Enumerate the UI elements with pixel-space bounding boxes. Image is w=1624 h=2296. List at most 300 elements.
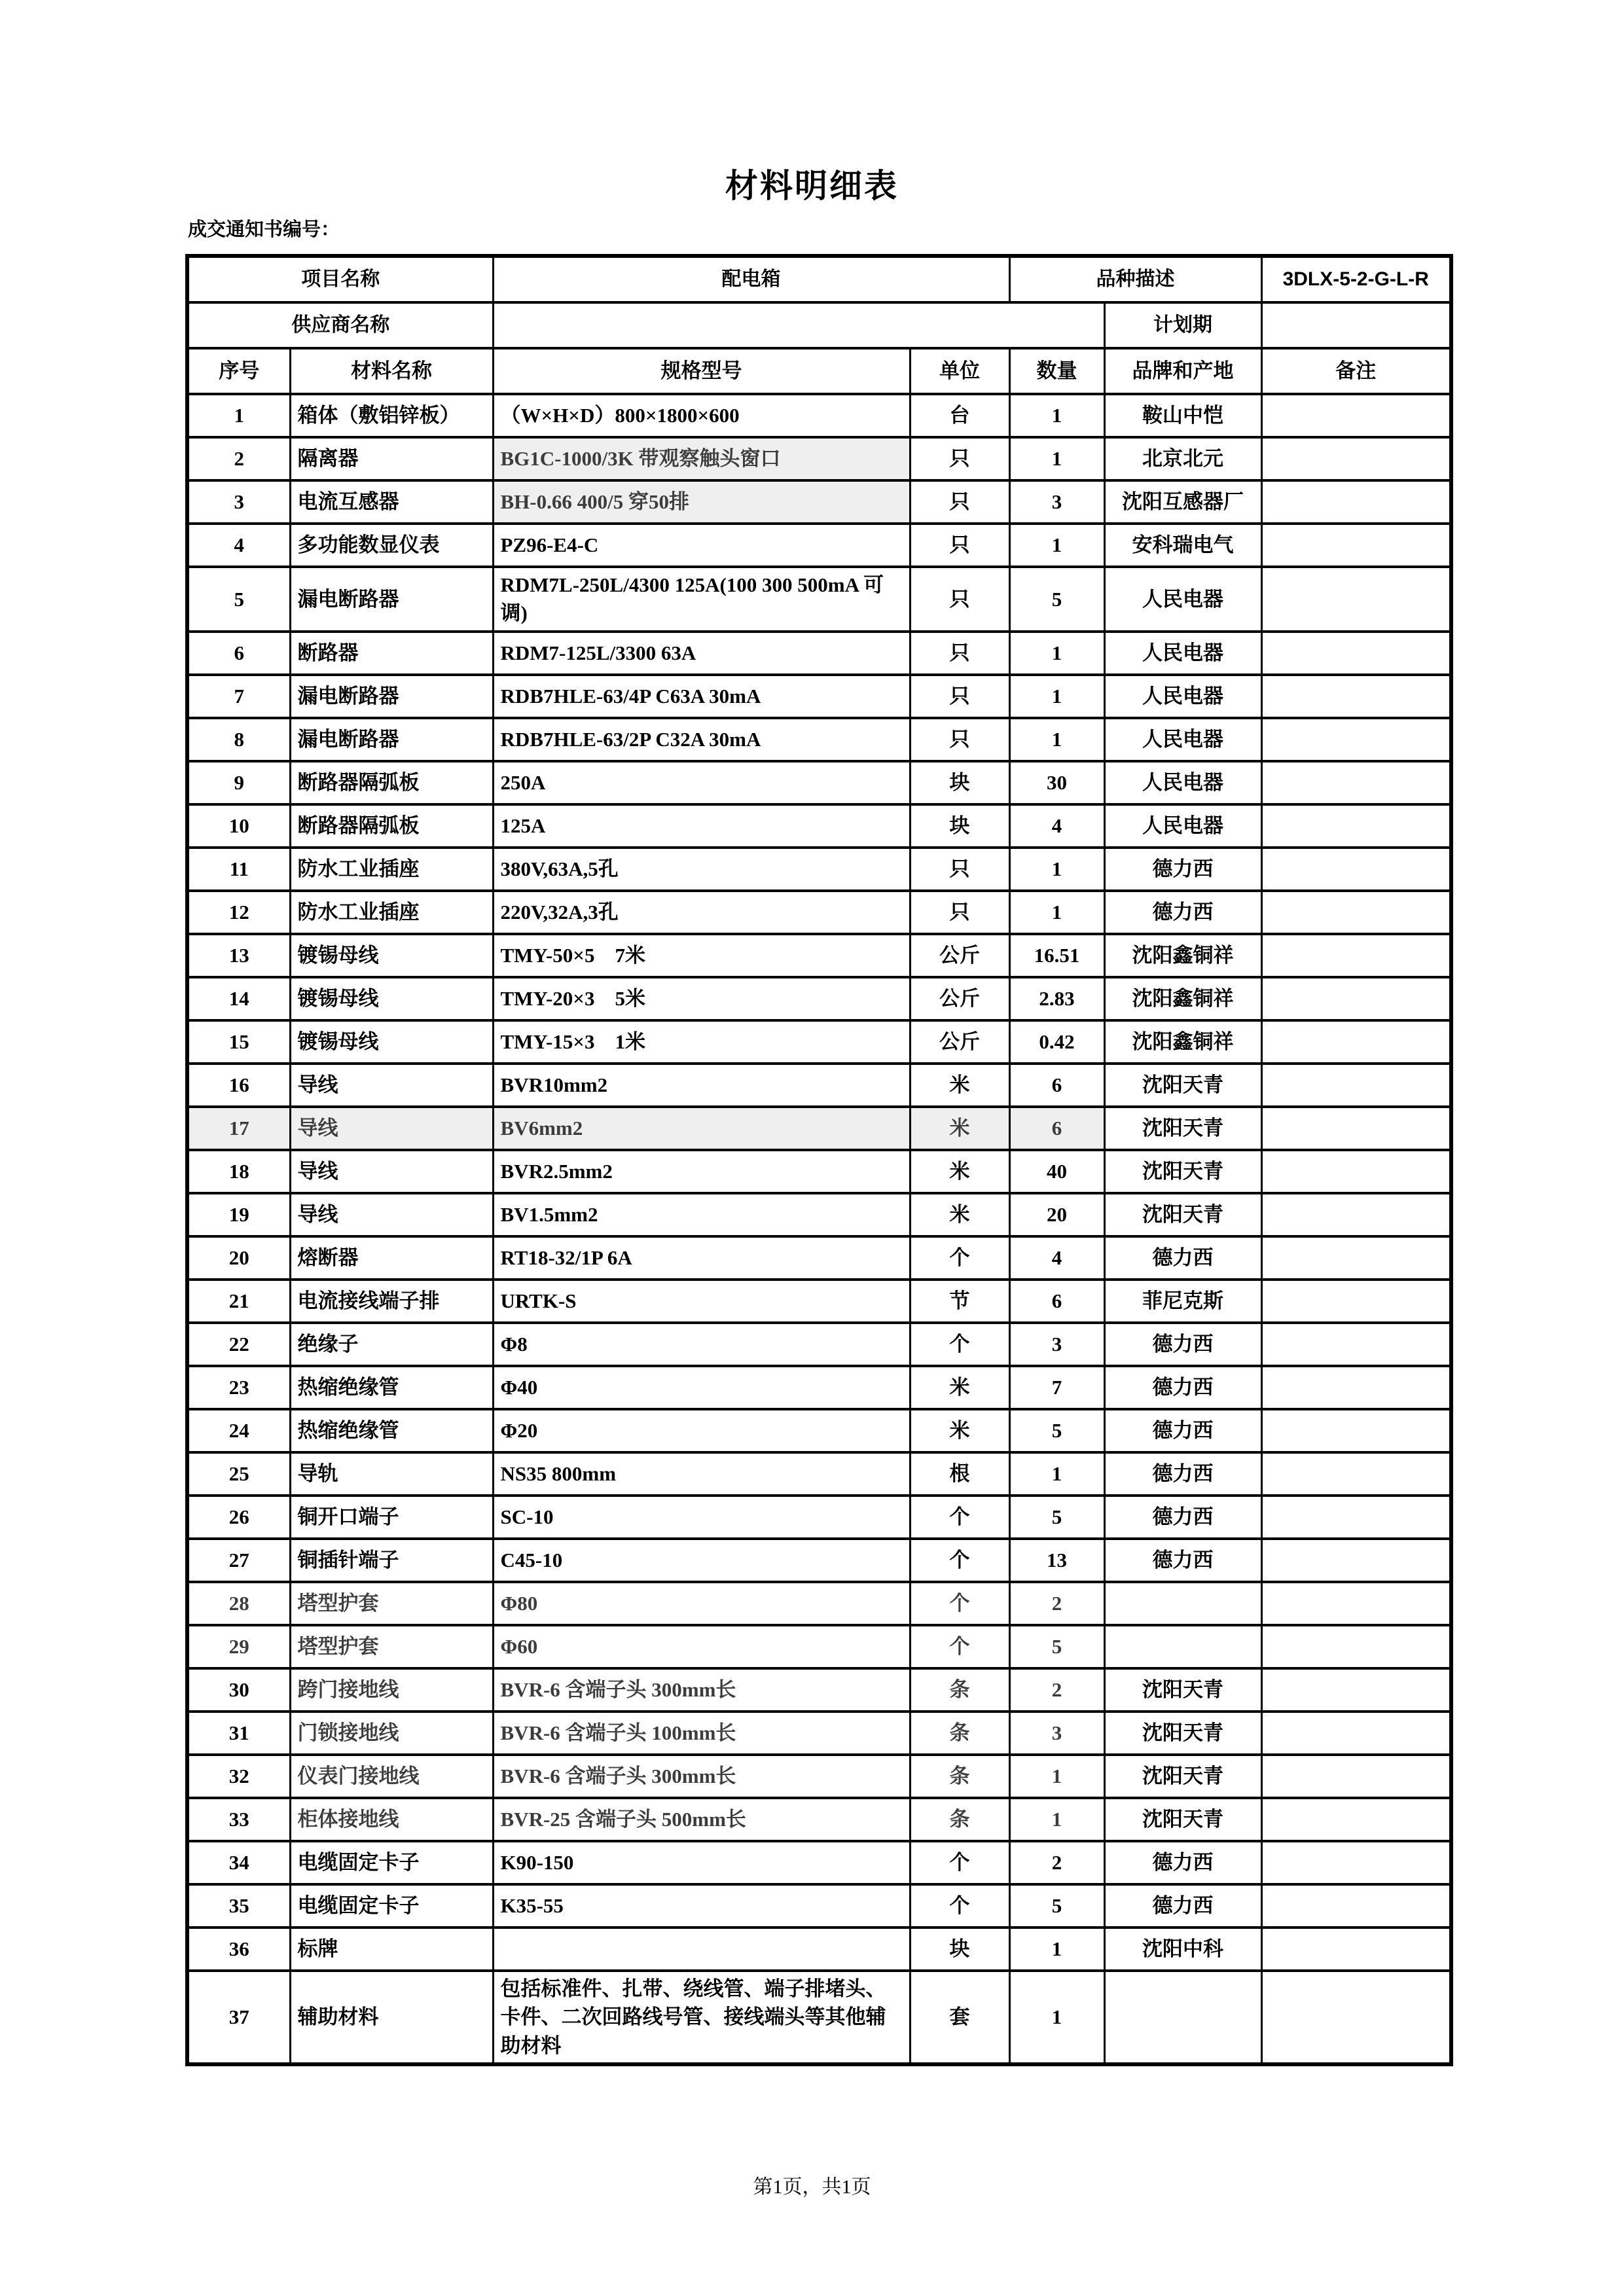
cell-quantity: 16.51: [1009, 934, 1104, 977]
table-row: [187, 934, 1451, 977]
cell-brand-origin: 人民电器: [1104, 632, 1261, 675]
cell-brand-origin: 沈阳互感器厂: [1104, 480, 1261, 524]
cell-brand-origin: 人民电器: [1104, 804, 1261, 848]
cell-material-name: 箱体（敷铝锌板）: [290, 394, 493, 437]
cell-brand-origin: 沈阳天青: [1104, 1193, 1261, 1236]
cell-remarks: [1261, 891, 1451, 934]
cell-brand-origin: [1104, 1625, 1261, 1668]
table-row: [187, 718, 1451, 761]
table-row: [187, 567, 1451, 632]
cell-seq: 29: [187, 1625, 290, 1668]
cell-seq: 5: [187, 567, 290, 632]
cell-seq: 4: [187, 524, 290, 567]
cell-seq: 24: [187, 1409, 290, 1452]
cell-quantity: 1: [1009, 632, 1104, 675]
cell-remarks: [1261, 1496, 1451, 1539]
cell-quantity: 40: [1009, 1150, 1104, 1193]
column-header-seq: 序号: [187, 348, 290, 394]
cell-remarks: [1261, 632, 1451, 675]
table-row: [187, 1452, 1451, 1496]
column-header-row: [187, 348, 1451, 394]
cell-remarks: [1261, 1668, 1451, 1712]
cell-seq: 3: [187, 480, 290, 524]
cell-remarks: [1261, 1193, 1451, 1236]
cell-seq: 22: [187, 1323, 290, 1366]
cell-material-name: 导线: [290, 1107, 493, 1150]
cell-brand-origin: 人民电器: [1104, 761, 1261, 804]
cell-spec-model: C45-10: [493, 1539, 910, 1582]
cell-brand-origin: 安科瑞电气: [1104, 524, 1261, 567]
table-row: [187, 804, 1451, 848]
cell-material-name: 仪表门接地线: [290, 1755, 493, 1798]
table-row: [187, 1884, 1451, 1928]
cell-material-name: 导线: [290, 1150, 493, 1193]
cell-brand-origin: 菲尼克斯: [1104, 1280, 1261, 1323]
cell-seq: 30: [187, 1668, 290, 1712]
cell-seq: 12: [187, 891, 290, 934]
cell-quantity: 7: [1009, 1366, 1104, 1409]
materials-table: [185, 254, 1453, 2066]
cell-brand-origin: 鞍山中恺: [1104, 394, 1261, 437]
cell-remarks: [1261, 1971, 1451, 2064]
cell-material-name: 熔断器: [290, 1236, 493, 1280]
table-row: [187, 524, 1451, 567]
cell-spec-model: 380V,63A,5孔: [493, 848, 910, 891]
cell-quantity: 3: [1009, 480, 1104, 524]
cell-quantity: 6: [1009, 1107, 1104, 1150]
table-row: [187, 1150, 1451, 1193]
table-row: [187, 1668, 1451, 1712]
table-row: [187, 848, 1451, 891]
cell-remarks: [1261, 1107, 1451, 1150]
cell-quantity: 1: [1009, 675, 1104, 718]
cell-material-name: 塔型护套: [290, 1582, 493, 1625]
cell-remarks: [1261, 1409, 1451, 1452]
cell-brand-origin: 德力西: [1104, 1496, 1261, 1539]
cell-remarks: [1261, 1539, 1451, 1582]
table-row: [187, 1409, 1451, 1452]
cell-remarks: [1261, 1020, 1451, 1064]
cell-remarks: [1261, 1798, 1451, 1841]
cell-brand-origin: 德力西: [1104, 1323, 1261, 1366]
column-header-brand-origin: 品牌和产地: [1104, 348, 1261, 394]
cell-brand-origin: 沈阳鑫铜祥: [1104, 934, 1261, 977]
cell-material-name: 防水工业插座: [290, 848, 493, 891]
cell-material-name: 热缩绝缘管: [290, 1366, 493, 1409]
cell-quantity: 2: [1009, 1668, 1104, 1712]
cell-spec-model: （W×H×D）800×1800×600: [493, 394, 910, 437]
table-row: [187, 1323, 1451, 1366]
cell-remarks: [1261, 394, 1451, 437]
cell-spec-model: RT18-32/1P 6A: [493, 1236, 910, 1280]
cell-spec-model: BVR2.5mm2: [493, 1150, 910, 1193]
cell-seq: 2: [187, 437, 290, 480]
table-row: [187, 1539, 1451, 1582]
supplier-name-value: [493, 302, 1104, 348]
cell-unit: 节: [910, 1280, 1009, 1323]
cell-seq: 28: [187, 1582, 290, 1625]
project-name-value: 配电箱: [493, 256, 1009, 302]
cell-brand-origin: [1104, 1971, 1261, 2064]
cell-spec-model: Φ8: [493, 1323, 910, 1366]
cell-spec-model: TMY-15×3 1米: [493, 1020, 910, 1064]
table-row: [187, 977, 1451, 1020]
cell-spec-model: BVR10mm2: [493, 1064, 910, 1107]
column-header-quantity: 数量: [1009, 348, 1104, 394]
notice-number-label: 成交通知书编号：: [188, 219, 340, 240]
cell-spec-model: PZ96-E4-C: [493, 524, 910, 567]
cell-brand-origin: 沈阳中科: [1104, 1928, 1261, 1971]
cell-seq: 32: [187, 1755, 290, 1798]
cell-remarks: [1261, 1841, 1451, 1884]
cell-material-name: 漏电断路器: [290, 718, 493, 761]
cell-unit: 个: [910, 1323, 1009, 1366]
cell-spec-model: RDB7HLE-63/2P C32A 30mA: [493, 718, 910, 761]
cell-material-name: 电流互感器: [290, 480, 493, 524]
cell-seq: 31: [187, 1712, 290, 1755]
cell-remarks: [1261, 804, 1451, 848]
cell-spec-model: RDM7L-250L/4300 125A(100 300 500mA 可调): [493, 567, 910, 632]
page-title: 材料明细表: [725, 168, 899, 204]
cell-quantity: 1: [1009, 1971, 1104, 2064]
cell-seq: 16: [187, 1064, 290, 1107]
cell-material-name: 电缆固定卡子: [290, 1841, 493, 1884]
cell-brand-origin: 沈阳鑫铜祥: [1104, 977, 1261, 1020]
meta-row-supplier: [187, 302, 1451, 348]
column-header-spec-model: 规格型号: [493, 348, 910, 394]
cell-brand-origin: 德力西: [1104, 1409, 1261, 1452]
project-name-label: 项目名称: [187, 256, 493, 302]
cell-spec-model: SC-10: [493, 1496, 910, 1539]
cell-remarks: [1261, 1884, 1451, 1928]
cell-brand-origin: 人民电器: [1104, 567, 1261, 632]
cell-seq: 35: [187, 1884, 290, 1928]
cell-brand-origin: 德力西: [1104, 848, 1261, 891]
cell-seq: 7: [187, 675, 290, 718]
cell-spec-model: 125A: [493, 804, 910, 848]
cell-brand-origin: 德力西: [1104, 1884, 1261, 1928]
table-row: [187, 761, 1451, 804]
table-row: [187, 394, 1451, 437]
cell-remarks: [1261, 1150, 1451, 1193]
cell-remarks: [1261, 934, 1451, 977]
table-row: [187, 675, 1451, 718]
cell-quantity: 5: [1009, 567, 1104, 632]
cell-brand-origin: 沈阳天青: [1104, 1150, 1261, 1193]
cell-unit: 条: [910, 1712, 1009, 1755]
cell-spec-model: Φ80: [493, 1582, 910, 1625]
cell-unit: 公斤: [910, 1020, 1009, 1064]
cell-quantity: 4: [1009, 1236, 1104, 1280]
cell-material-name: 塔型护套: [290, 1625, 493, 1668]
plan-period-label: 计划期: [1104, 302, 1261, 348]
cell-unit: 米: [910, 1409, 1009, 1452]
supplier-name-label: 供应商名称: [187, 302, 493, 348]
cell-quantity: 2.83: [1009, 977, 1104, 1020]
cell-quantity: 5: [1009, 1409, 1104, 1452]
table-row: [187, 632, 1451, 675]
cell-brand-origin: [1104, 1582, 1261, 1625]
cell-spec-model: BVR-6 含端子头 300mm长: [493, 1668, 910, 1712]
cell-material-name: 多功能数显仪表: [290, 524, 493, 567]
cell-seq: 18: [187, 1150, 290, 1193]
cell-seq: 9: [187, 761, 290, 804]
cell-remarks: [1261, 1712, 1451, 1755]
cell-quantity: 1: [1009, 891, 1104, 934]
cell-seq: 25: [187, 1452, 290, 1496]
cell-unit: 条: [910, 1668, 1009, 1712]
cell-remarks: [1261, 1755, 1451, 1798]
cell-material-name: 标牌: [290, 1928, 493, 1971]
cell-brand-origin: 沈阳天青: [1104, 1798, 1261, 1841]
cell-unit: 米: [910, 1064, 1009, 1107]
cell-seq: 6: [187, 632, 290, 675]
table-row: [187, 1841, 1451, 1884]
cell-seq: 14: [187, 977, 290, 1020]
cell-seq: 10: [187, 804, 290, 848]
cell-seq: 37: [187, 1971, 290, 2064]
cell-material-name: 断路器: [290, 632, 493, 675]
cell-seq: 1: [187, 394, 290, 437]
cell-quantity: 1: [1009, 1928, 1104, 1971]
cell-unit: 米: [910, 1366, 1009, 1409]
cell-spec-model: K35-55: [493, 1884, 910, 1928]
cell-unit: 只: [910, 437, 1009, 480]
cell-material-name: 铜插针端子: [290, 1539, 493, 1582]
cell-seq: 26: [187, 1496, 290, 1539]
table-row: [187, 480, 1451, 524]
cell-remarks: [1261, 1625, 1451, 1668]
cell-quantity: 1: [1009, 437, 1104, 480]
plan-period-value: [1261, 302, 1451, 348]
cell-remarks: [1261, 848, 1451, 891]
cell-unit: 台: [910, 394, 1009, 437]
cell-unit: 米: [910, 1150, 1009, 1193]
cell-unit: 只: [910, 718, 1009, 761]
cell-spec-model: Φ60: [493, 1625, 910, 1668]
cell-unit: 块: [910, 1928, 1009, 1971]
variety-description-value: 3DLX-5-2-G-L-R: [1261, 256, 1451, 302]
cell-brand-origin: 人民电器: [1104, 675, 1261, 718]
cell-material-name: 导线: [290, 1193, 493, 1236]
cell-material-name: 柜体接地线: [290, 1798, 493, 1841]
table-row: [187, 1366, 1451, 1409]
table-row: [187, 1798, 1451, 1841]
cell-spec-model: TMY-50×5 7米: [493, 934, 910, 977]
cell-unit: 米: [910, 1107, 1009, 1150]
cell-material-name: 电缆固定卡子: [290, 1884, 493, 1928]
cell-spec-model: URTK-S: [493, 1280, 910, 1323]
column-header-remarks: 备注: [1261, 348, 1451, 394]
cell-remarks: [1261, 1323, 1451, 1366]
cell-spec-model: NS35 800mm: [493, 1452, 910, 1496]
column-header-material-name: 材料名称: [290, 348, 493, 394]
cell-spec-model: Φ40: [493, 1366, 910, 1409]
cell-unit: 只: [910, 480, 1009, 524]
cell-unit: 个: [910, 1582, 1009, 1625]
cell-quantity: 1: [1009, 1755, 1104, 1798]
cell-remarks: [1261, 1366, 1451, 1409]
cell-seq: 17: [187, 1107, 290, 1150]
table-row: [187, 1280, 1451, 1323]
cell-brand-origin: 沈阳天青: [1104, 1712, 1261, 1755]
table-row: [187, 1755, 1451, 1798]
cell-unit: 套: [910, 1971, 1009, 2064]
cell-material-name: 跨门接地线: [290, 1668, 493, 1712]
cell-material-name: 防水工业插座: [290, 891, 493, 934]
cell-spec-model: RDM7-125L/3300 63A: [493, 632, 910, 675]
cell-quantity: 1: [1009, 718, 1104, 761]
cell-unit: 个: [910, 1496, 1009, 1539]
cell-unit: 个: [910, 1625, 1009, 1668]
cell-seq: 8: [187, 718, 290, 761]
cell-remarks: [1261, 675, 1451, 718]
cell-material-name: 断路器隔弧板: [290, 804, 493, 848]
cell-seq: 36: [187, 1928, 290, 1971]
cell-quantity: 1: [1009, 1798, 1104, 1841]
cell-material-name: 镀锡母线: [290, 934, 493, 977]
cell-material-name: 电流接线端子排: [290, 1280, 493, 1323]
cell-brand-origin: 人民电器: [1104, 718, 1261, 761]
cell-unit: 只: [910, 632, 1009, 675]
cell-material-name: 镀锡母线: [290, 1020, 493, 1064]
cell-material-name: 断路器隔弧板: [290, 761, 493, 804]
cell-quantity: 6: [1009, 1064, 1104, 1107]
cell-unit: 公斤: [910, 977, 1009, 1020]
cell-seq: 20: [187, 1236, 290, 1280]
column-header-unit: 单位: [910, 348, 1009, 394]
cell-brand-origin: 德力西: [1104, 1366, 1261, 1409]
cell-seq: 11: [187, 848, 290, 891]
cell-remarks: [1261, 1064, 1451, 1107]
cell-quantity: 5: [1009, 1496, 1104, 1539]
cell-quantity: 4: [1009, 804, 1104, 848]
cell-seq: 33: [187, 1798, 290, 1841]
cell-quantity: 1: [1009, 524, 1104, 567]
cell-brand-origin: 沈阳鑫铜祥: [1104, 1020, 1261, 1064]
cell-quantity: 13: [1009, 1539, 1104, 1582]
cell-material-name: 导轨: [290, 1452, 493, 1496]
cell-quantity: 5: [1009, 1884, 1104, 1928]
cell-remarks: [1261, 761, 1451, 804]
cell-unit: 根: [910, 1452, 1009, 1496]
cell-unit: 只: [910, 891, 1009, 934]
cell-unit: 只: [910, 675, 1009, 718]
cell-material-name: 隔离器: [290, 437, 493, 480]
cell-unit: 块: [910, 804, 1009, 848]
cell-remarks: [1261, 567, 1451, 632]
cell-unit: 公斤: [910, 934, 1009, 977]
cell-unit: 条: [910, 1798, 1009, 1841]
cell-spec-model: BH-0.66 400/5 穿50排: [493, 480, 910, 524]
cell-remarks: [1261, 718, 1451, 761]
cell-spec-model: Φ20: [493, 1409, 910, 1452]
cell-unit: 只: [910, 567, 1009, 632]
table-row: [187, 1064, 1451, 1107]
cell-unit: 个: [910, 1884, 1009, 1928]
cell-spec-model: BV6mm2: [493, 1107, 910, 1150]
cell-brand-origin: 沈阳天青: [1104, 1107, 1261, 1150]
meta-row-project: [187, 256, 1451, 302]
table-row: [187, 1582, 1451, 1625]
page-number: 第1页，共1页: [753, 2176, 871, 2198]
cell-remarks: [1261, 1928, 1451, 1971]
table-row: [187, 437, 1451, 480]
table-row: [187, 1107, 1451, 1150]
cell-remarks: [1261, 524, 1451, 567]
cell-material-name: 漏电断路器: [290, 567, 493, 632]
cell-quantity: 30: [1009, 761, 1104, 804]
cell-quantity: 6: [1009, 1280, 1104, 1323]
variety-description-label: 品种描述: [1009, 256, 1261, 302]
cell-brand-origin: 德力西: [1104, 1452, 1261, 1496]
cell-spec-model: 包括标准件、扎带、绕线管、端子排堵头、卡件、二次回路线号管、接线端头等其他辅助材料: [493, 1971, 910, 2064]
cell-unit: 个: [910, 1841, 1009, 1884]
cell-spec-model: RDB7HLE-63/4P C63A 30mA: [493, 675, 910, 718]
cell-quantity: 1: [1009, 848, 1104, 891]
cell-unit: 米: [910, 1193, 1009, 1236]
cell-material-name: 门锁接地线: [290, 1712, 493, 1755]
cell-quantity: 3: [1009, 1323, 1104, 1366]
cell-unit: 块: [910, 761, 1009, 804]
cell-remarks: [1261, 480, 1451, 524]
cell-spec-model: BVR-25 含端子头 500mm长: [493, 1798, 910, 1841]
cell-seq: 27: [187, 1539, 290, 1582]
cell-remarks: [1261, 1452, 1451, 1496]
cell-spec-model: K90-150: [493, 1841, 910, 1884]
cell-seq: 13: [187, 934, 290, 977]
cell-brand-origin: 沈阳天青: [1104, 1668, 1261, 1712]
cell-brand-origin: 德力西: [1104, 891, 1261, 934]
cell-quantity: 1: [1009, 394, 1104, 437]
cell-unit: 个: [910, 1236, 1009, 1280]
cell-remarks: [1261, 1236, 1451, 1280]
cell-brand-origin: 德力西: [1104, 1841, 1261, 1884]
cell-spec-model: [493, 1928, 910, 1971]
cell-seq: 15: [187, 1020, 290, 1064]
cell-quantity: 2: [1009, 1582, 1104, 1625]
cell-brand-origin: 德力西: [1104, 1539, 1261, 1582]
table-row: [187, 891, 1451, 934]
cell-spec-model: BVR-6 含端子头 300mm长: [493, 1755, 910, 1798]
cell-material-name: 导线: [290, 1064, 493, 1107]
cell-spec-model: TMY-20×3 5米: [493, 977, 910, 1020]
table-row: [187, 1020, 1451, 1064]
cell-material-name: 绝缘子: [290, 1323, 493, 1366]
table-row: [187, 1193, 1451, 1236]
cell-brand-origin: 德力西: [1104, 1236, 1261, 1280]
cell-spec-model: BG1C-1000/3K 带观察触头窗口: [493, 437, 910, 480]
cell-remarks: [1261, 977, 1451, 1020]
cell-quantity: 20: [1009, 1193, 1104, 1236]
cell-quantity: 3: [1009, 1712, 1104, 1755]
cell-quantity: 0.42: [1009, 1020, 1104, 1064]
cell-spec-model: 220V,32A,3孔: [493, 891, 910, 934]
cell-brand-origin: 沈阳天青: [1104, 1755, 1261, 1798]
table-row: [187, 1971, 1451, 2064]
cell-spec-model: 250A: [493, 761, 910, 804]
cell-quantity: 1: [1009, 1452, 1104, 1496]
cell-seq: 19: [187, 1193, 290, 1236]
cell-spec-model: BV1.5mm2: [493, 1193, 910, 1236]
cell-unit: 只: [910, 524, 1009, 567]
cell-brand-origin: 沈阳天青: [1104, 1064, 1261, 1107]
cell-material-name: 铜开口端子: [290, 1496, 493, 1539]
table-row: [187, 1625, 1451, 1668]
cell-seq: 23: [187, 1366, 290, 1409]
cell-material-name: 辅助材料: [290, 1971, 493, 2064]
cell-spec-model: BVR-6 含端子头 100mm长: [493, 1712, 910, 1755]
